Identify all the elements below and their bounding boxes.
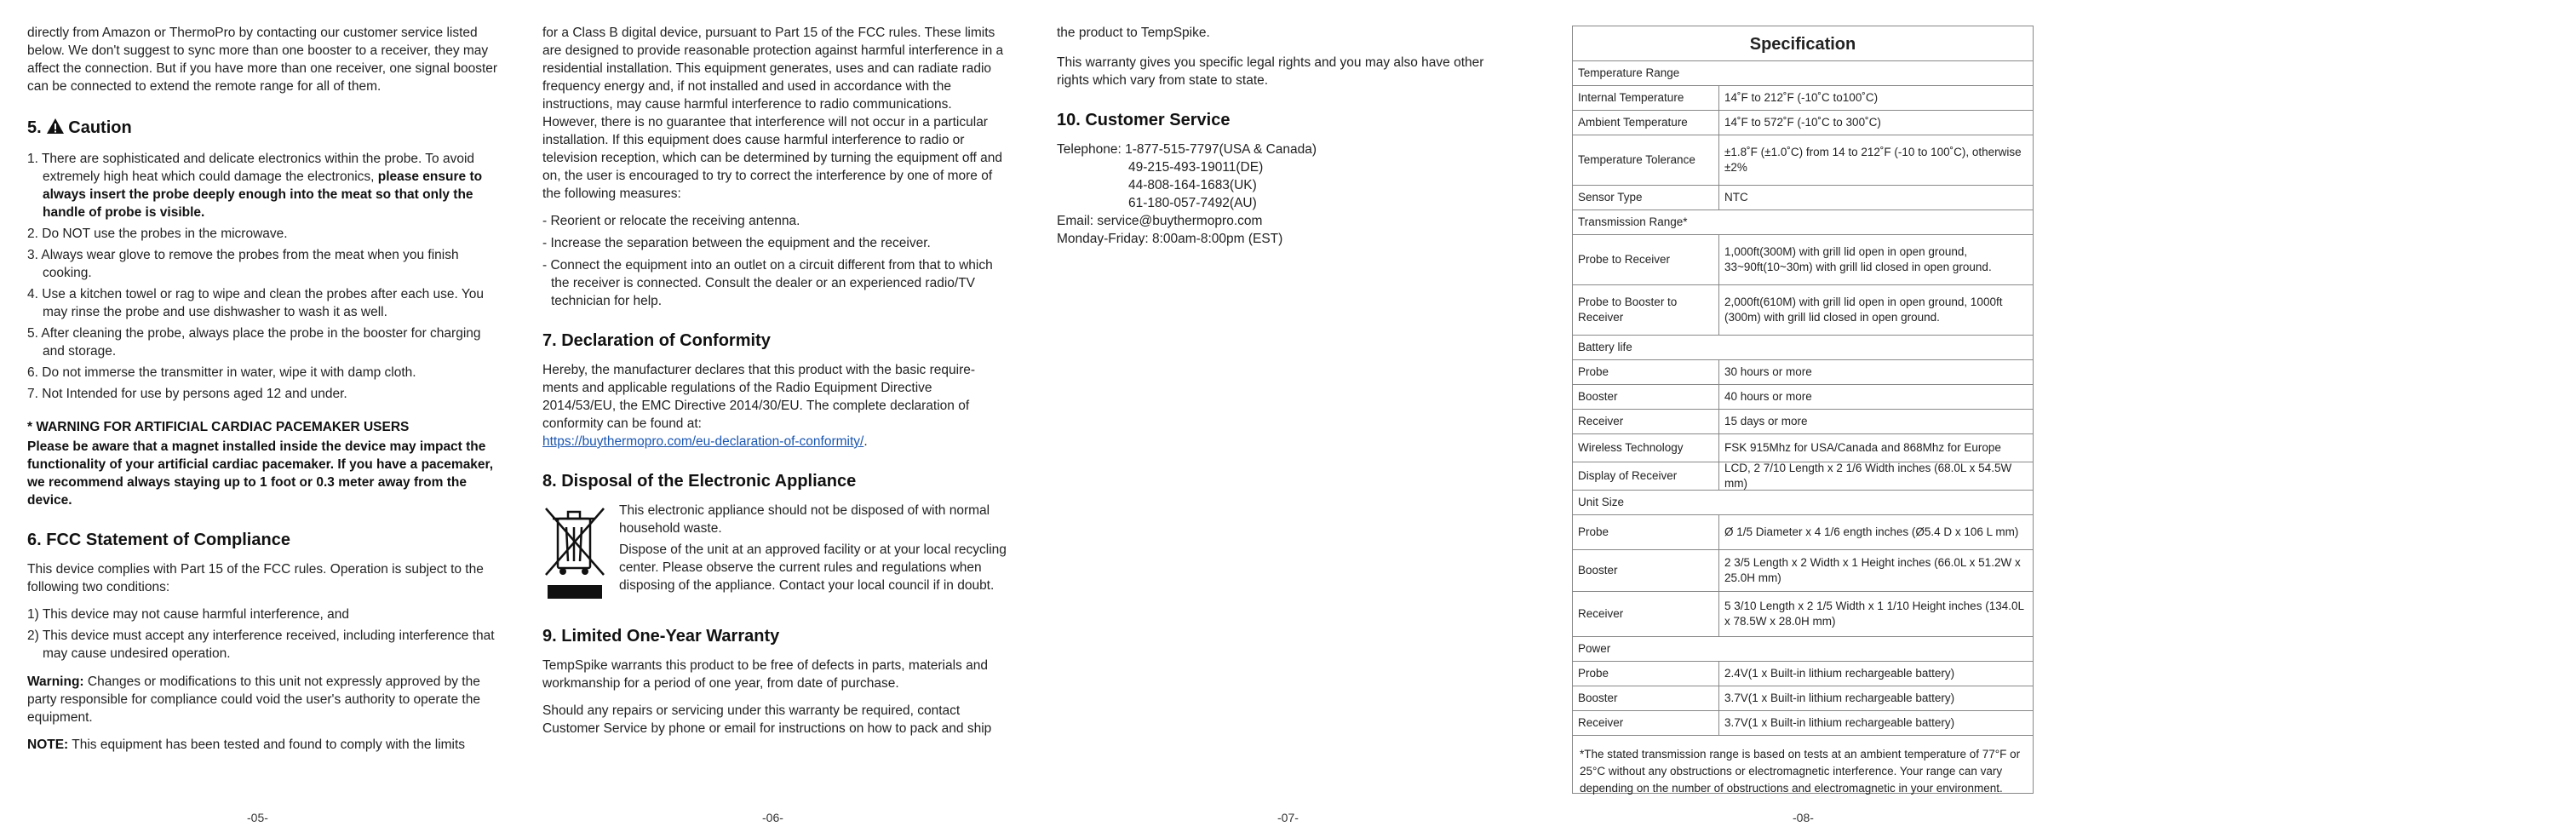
spec-value: 2 3/5 Length x 2 Width x 1 Height inches (66.0L x 51.2W x 25.0H mm) xyxy=(1724,556,2021,584)
contact-block xyxy=(1057,141,1517,248)
caution-item xyxy=(27,246,500,282)
spec-value: 14˚F to 212˚F (-10˚C to100˚C) xyxy=(1724,91,1879,104)
warranty-heading: 9. Limited One-Year Warranty xyxy=(542,627,780,646)
spec-key: Power xyxy=(1578,642,1611,655)
spec-value: 3.7V(1 x Built-in lithium rechargeable battery) xyxy=(1724,716,1955,729)
caution-item xyxy=(27,324,500,360)
spec-row xyxy=(1573,135,2033,186)
fcc-heading: 6. FCC Statement of Compliance xyxy=(27,531,290,549)
fcc-condition-number: 1) xyxy=(27,607,39,622)
page-07 xyxy=(1057,24,1517,248)
page-05 xyxy=(27,24,500,763)
caution-heading: 5. Caution xyxy=(27,118,500,140)
spec-key: Receiver xyxy=(1573,711,1719,735)
disposal-text-1: This electronic appliance should not be disposed of with normal household waste. xyxy=(619,503,990,536)
spec-key: Internal Temperature xyxy=(1573,86,1719,110)
spec-key: Probe xyxy=(1573,360,1719,384)
pacemaker-text: Please be aware that a magnet installed inside the device may impact the functionality of your artificial cardiac pacemaker. If you have a pacemaker, we recommend always staying up to 1 foot or 0.3 meter away from the device. xyxy=(27,439,494,508)
warning-paragraph: Warning: Changes or modifications to this unit not expressly approved by the party responsible for compliance could void the user's authority to operate the equipment. xyxy=(27,674,480,725)
measure-item: - Increase the separation between the equipment and the receiver. xyxy=(542,236,931,250)
spec-row xyxy=(1573,385,2033,410)
caution-item xyxy=(27,285,500,321)
fcc-continued: for a Class B digital device, pursuant to Part 15 of the FCC rules. These limits are designed to provide reasonable protection against harmful interference in a residential installation. This equipment generates, uses and can radiate radio frequency energy and, if not installed and used in accordance with the instructions, may cause harmful interference to radio communications. However, there is no guarantee that interference will not occur in a particular installation. If this equipment does cause harmful interference to radio or television reception, which can be determined by turning the equipment off and on, the user is encouraged to try to correct the interference by one of more of the following measures: xyxy=(542,26,1004,201)
spec-key: Booster xyxy=(1573,550,1719,591)
caution-item-emphasis: please ensure to always insert the probe deeply enough into the meat so that only the handle of probe is visible. xyxy=(43,169,483,220)
spec-row xyxy=(1573,662,2033,686)
spec-value: 14˚F to 572˚F (-10˚C to 300˚C) xyxy=(1724,116,1881,129)
spec-value: 1,000ft(300M) with grill lid open in open ground, 33~90ft(10~30m) with grill lid closed in open ground. xyxy=(1724,245,1992,273)
caution-list xyxy=(27,150,500,403)
fcc-condition xyxy=(27,627,500,663)
page-number-06: -06- xyxy=(762,811,783,824)
spec-row xyxy=(1573,592,2033,637)
spec-row xyxy=(1573,111,2033,135)
declaration-heading: 7. Declaration of Conformity xyxy=(542,331,771,350)
customer-service-heading: 10. Customer Service xyxy=(1057,111,1231,129)
email: Email: service@buythermopro.com xyxy=(1057,214,1263,228)
caution-item-number: 4. xyxy=(27,287,38,301)
spec-key: Sensor Type xyxy=(1573,186,1719,210)
fcc-condition xyxy=(27,606,500,623)
phone-primary: Telephone: 1-877-515-7797(USA & Canada) xyxy=(1057,142,1317,157)
spec-key: Transmission Range* xyxy=(1578,215,1688,228)
caution-item-number: 5. xyxy=(27,326,38,341)
note-paragraph: NOTE: This equipment has been tested and found to comply with the limits xyxy=(27,738,466,752)
spec-row xyxy=(1573,360,2033,385)
page-number-07: -07- xyxy=(1277,811,1299,824)
fcc-condition-text: This device must accept any interference received, including interference that may cause undesired operation. xyxy=(42,628,495,661)
spec-value: 5 3/10 Length x 2 1/5 Width x 1 1/10 Height inches (134.0L x 78.5W x 28.0H mm) xyxy=(1724,600,2024,628)
caution-item-text: Not Intended for use by persons aged 12 and under. xyxy=(42,387,347,401)
spec-key: Probe xyxy=(1573,515,1719,549)
spec-row xyxy=(1573,550,2033,592)
spec-key: Battery life xyxy=(1578,341,1632,353)
conformity-link[interactable]: https://buythermopro.com/eu-declaration-of-conformity/ xyxy=(542,434,864,449)
spec-key: Temperature Range xyxy=(1578,66,1680,79)
declaration-text: Hereby, the manufacturer declares that this product with the basic require-ments and applicable regulations of the Radio Equipment Directive 2014/53/EU, the EMC Directive 2014/30/EU. The complete declaration of conformity can be found at: https://buythermopro.com/eu-declaration-of-conformity/. xyxy=(542,363,976,449)
caution-item-number: 2. xyxy=(27,227,38,241)
spec-value: LCD, 2 7/10 Length x 2 1/6 Width inches (68.0L x 54.5W mm) xyxy=(1724,462,2012,490)
spec-value: 2,000ft(610M) with grill lid open in open ground, 1000ft (300m) with grill lid closed in open ground. xyxy=(1724,296,2003,324)
warranty-text-1: TempSpike warrants this product to be free of defects in parts, materials and workmanship for a period of one year, from date of purchase. xyxy=(542,658,988,691)
spec-section-row xyxy=(1573,61,2033,86)
specification-table xyxy=(1572,26,2034,794)
spec-title: Specification xyxy=(1573,26,2033,61)
spec-key: Wireless Technology xyxy=(1573,434,1719,462)
disposal-text-2: Dispose of the unit at an approved facility or at your local recycling center. Please observe the current rules and regulations when disposing of the appliance. Contact your local council if in doubt. xyxy=(619,542,1007,593)
spec-key: Temperature Tolerance xyxy=(1573,135,1719,185)
caution-item-text: Do NOT use the probes in the microwave. xyxy=(42,227,288,241)
spec-key: Display of Receiver xyxy=(1573,462,1719,490)
disposal-heading: 8. Disposal of the Electronic Appliance xyxy=(542,472,857,491)
spec-value: ±1.8˚F (±1.0˚C) from 14 to 212˚F (-10 to 100˚C), otherwise ±2% xyxy=(1724,146,2022,174)
caution-item-number: 1. xyxy=(27,152,38,166)
spec-section-row xyxy=(1573,491,2033,515)
spec-row xyxy=(1573,186,2033,210)
spec-rows xyxy=(1573,61,2033,736)
spec-value: 3.7V(1 x Built-in lithium rechargeable battery) xyxy=(1724,692,1955,704)
spec-row xyxy=(1573,462,2033,491)
page-06 xyxy=(542,24,1007,747)
caution-item-number: 3. xyxy=(27,248,38,262)
measures-list xyxy=(542,212,1007,310)
spec-value: NTC xyxy=(1724,191,1748,204)
spec-section-row xyxy=(1573,637,2033,662)
caution-item-number: 6. xyxy=(27,365,38,380)
page-number-08: -08- xyxy=(1793,811,1814,824)
spec-key: Probe to Booster to Receiver xyxy=(1573,285,1719,335)
phone-au: 61-180-057-7492(AU) xyxy=(1128,196,1257,210)
measure-item: - Reorient or relocate the receiving antenna. xyxy=(542,214,800,228)
caution-item-number: 7. xyxy=(27,387,38,401)
spec-key: Probe to Receiver xyxy=(1573,235,1719,284)
fcc-condition-number: 2) xyxy=(27,628,39,643)
spec-value: 2.4V(1 x Built-in lithium rechargeable battery) xyxy=(1724,667,1955,680)
spec-row xyxy=(1573,285,2033,336)
spec-key: Booster xyxy=(1573,686,1719,710)
page-number-05: -05- xyxy=(247,811,268,824)
spec-key: Probe xyxy=(1573,662,1719,686)
crossed-bin-icon xyxy=(542,503,607,602)
caution-item xyxy=(27,225,500,243)
warranty-continued: the product to TempSpike. xyxy=(1057,26,1210,40)
spec-row xyxy=(1573,410,2033,434)
spec-key: Ambient Temperature xyxy=(1573,111,1719,135)
fcc-intro: This device complies with Part 15 of the FCC rules. Operation is subject to the following two conditions: xyxy=(27,562,484,594)
hours: Monday-Friday: 8:00am-8:00pm (EST) xyxy=(1057,232,1283,246)
spec-section-row xyxy=(1573,336,2033,360)
spec-row xyxy=(1573,515,2033,550)
measure-item: - Connect the equipment into an outlet on a circuit different from that to which the receiver is connected. Consult the dealer or an experienced radio/TV technician for help. xyxy=(542,258,993,308)
spec-row xyxy=(1573,235,2033,285)
spec-value: FSK 915Mhz for USA/Canada and 868Mhz for Europe xyxy=(1724,441,2001,454)
spec-row xyxy=(1573,86,2033,111)
warning-triangle-icon xyxy=(46,118,65,140)
caution-item xyxy=(27,385,500,403)
caution-item-text: Do not immerse the transmitter in water, wipe it with damp cloth. xyxy=(42,365,416,380)
caution-item xyxy=(27,150,500,221)
intro-paragraph: directly from Amazon or ThermoPro by contacting our customer service listed below. We don't suggest to sync more than one booster to a receiver, they may affect the connection. But if you have more than one receiver, one signal booster can be connected to extend the remote range for all of them. xyxy=(27,26,498,94)
spec-row xyxy=(1573,686,2033,711)
caution-item xyxy=(27,364,500,382)
spec-value: 30 hours or more xyxy=(1724,365,1812,378)
spec-key: Receiver xyxy=(1573,592,1719,636)
pacemaker-title: * WARNING FOR ARTIFICIAL CARDIAC PACEMAKER USERS xyxy=(27,420,410,434)
caution-item-text: Use a kitchen towel or rag to wipe and clean the probes after each use. You may rinse the probe and use dishwasher to wash it as well. xyxy=(42,287,484,319)
warranty-text-2: Should any repairs or servicing under this warranty be required, contact Customer Service by phone or email for instructions on how to pack and ship xyxy=(542,703,992,736)
spec-row xyxy=(1573,434,2033,462)
fcc-conditions xyxy=(27,606,500,663)
spec-key: Booster xyxy=(1573,385,1719,409)
spec-section-row xyxy=(1573,210,2033,235)
spec-key: Receiver xyxy=(1573,410,1719,433)
spec-value: 15 days or more xyxy=(1724,415,1808,428)
rights-text: This warranty gives you specific legal rights and you may also have other rights which vary from state to state. xyxy=(1057,55,1484,88)
spec-note: *The stated transmission range is based on tests at an ambient temperature of 77°F or 25°C without any obstructions or electromagnetic interference. Your range can vary depending on the number of obstructions and electromagnetic in your environment. xyxy=(1580,748,2021,795)
spec-value: 40 hours or more xyxy=(1724,390,1812,403)
caution-item-text: There are sophisticated and delicate electronics within the probe. To avoid extremely high heat which could damage the electronics, xyxy=(41,152,475,184)
phone-uk: 44-808-164-1683(UK) xyxy=(1128,178,1257,192)
spec-key: Unit Size xyxy=(1578,496,1625,508)
disposal-block xyxy=(542,502,1007,606)
spec-value: Ø 1/5 Diameter x 4 1/6 ength inches (Ø5.4 D x 106 L mm) xyxy=(1724,525,2019,538)
phone-de: 49-215-493-19011(DE) xyxy=(1128,160,1264,175)
caution-item-text: Always wear glove to remove the probes from the meat when you finish cooking. xyxy=(41,248,459,280)
spec-row xyxy=(1573,711,2033,736)
caution-item-text: After cleaning the probe, always place the probe in the booster for charging and storage. xyxy=(41,326,481,359)
fcc-condition-text: This device may not cause harmful interference, and xyxy=(42,607,349,622)
